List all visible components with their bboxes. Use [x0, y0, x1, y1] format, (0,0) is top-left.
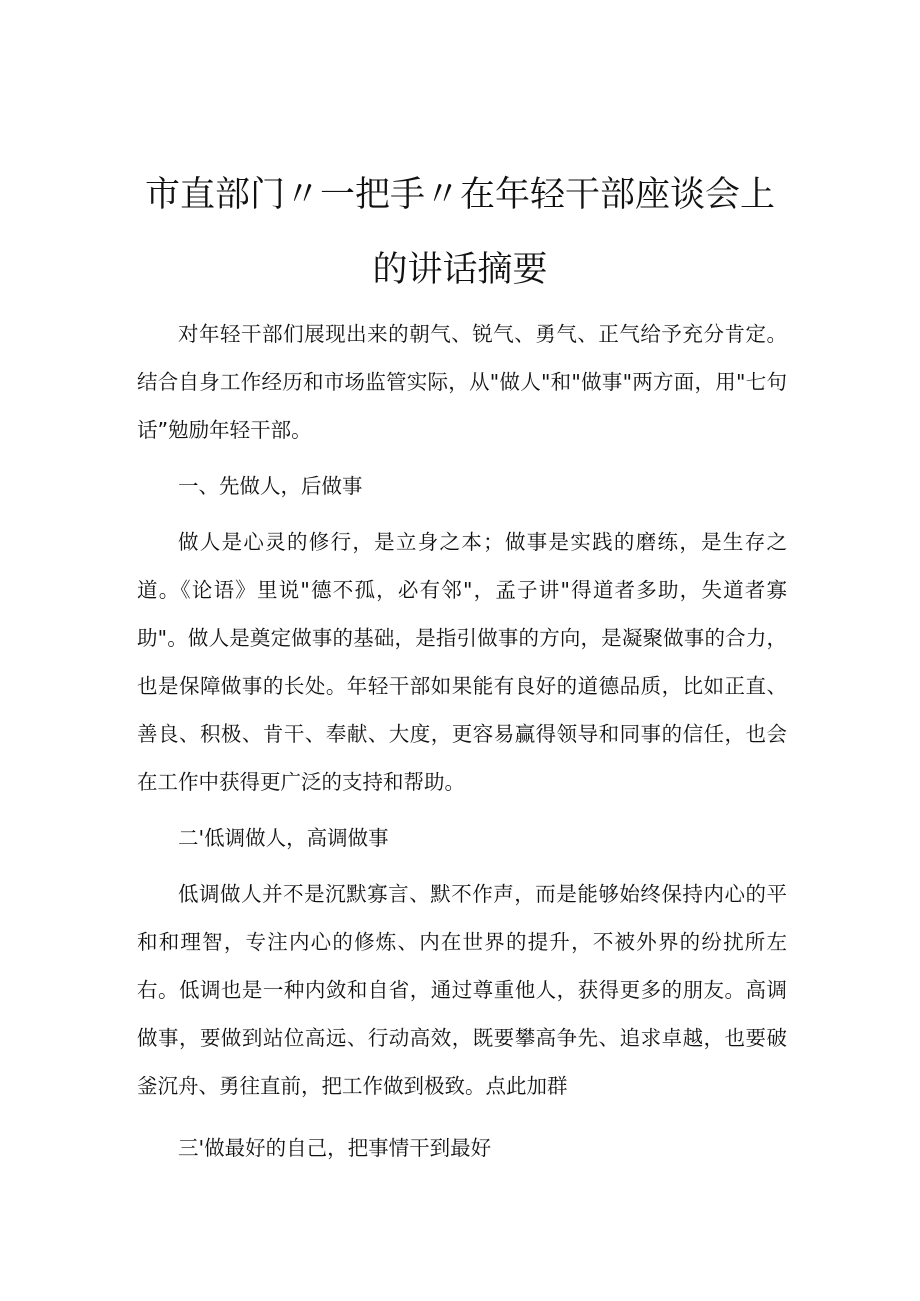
- section-3-heading: 三'做最好的自己，把事情干到最好: [178, 1136, 492, 1160]
- section-2-heading: 二'低调做人，高调做事: [178, 826, 389, 850]
- intro-paragraph: 对年轻干部们展现出来的朝气、锐气、勇气、正气给予充分肯定。结合自身工作经历和市场监管实际，从"做人"和"做事"两方面，用"七句话”勉励年轻干部。: [137, 322, 787, 442]
- document-title-line-2: 的讲话摘要: [372, 250, 548, 290]
- section-1-heading: 一、先做人，后做事: [178, 474, 363, 498]
- document-title-line-1: 市直部门〃一把手〃在年轻干部座谈会上: [144, 175, 775, 215]
- section-1-body: 做人是心灵的修行，是立身之本；做事是实践的磨练，是生存之道。《论语》里说"德不孤，必有邻"，孟子讲"得道者多助，失道者寡助"。做人是奠定做事的基础，是指引做事的方向，是凝聚做事的合力，也是保障做事的长处。年轻干部如果能有良好的道德品质，比如正直、善良、积极、肯干、奉献、大度，更容易赢得领导和同事的信任，也会在工作中获得更广泛的支持和帮助。: [137, 530, 787, 794]
- document-body: [137, 310, 787, 1172]
- section-2-body: 低调做人并不是沉默寡言、默不作声，而是能够始终保持内心的平和和理智，专注内心的修炼、内在世界的提升，不被外界的纷扰所左右。低调也是一种内敛和自省，通过尊重他人，获得更多的朋友。高调做事，要做到站位高远、行动高效，既要攀高争先、追求卓越，也要破釜沉舟、勇往直前，把工作做到极致。点此加群: [137, 882, 787, 1098]
